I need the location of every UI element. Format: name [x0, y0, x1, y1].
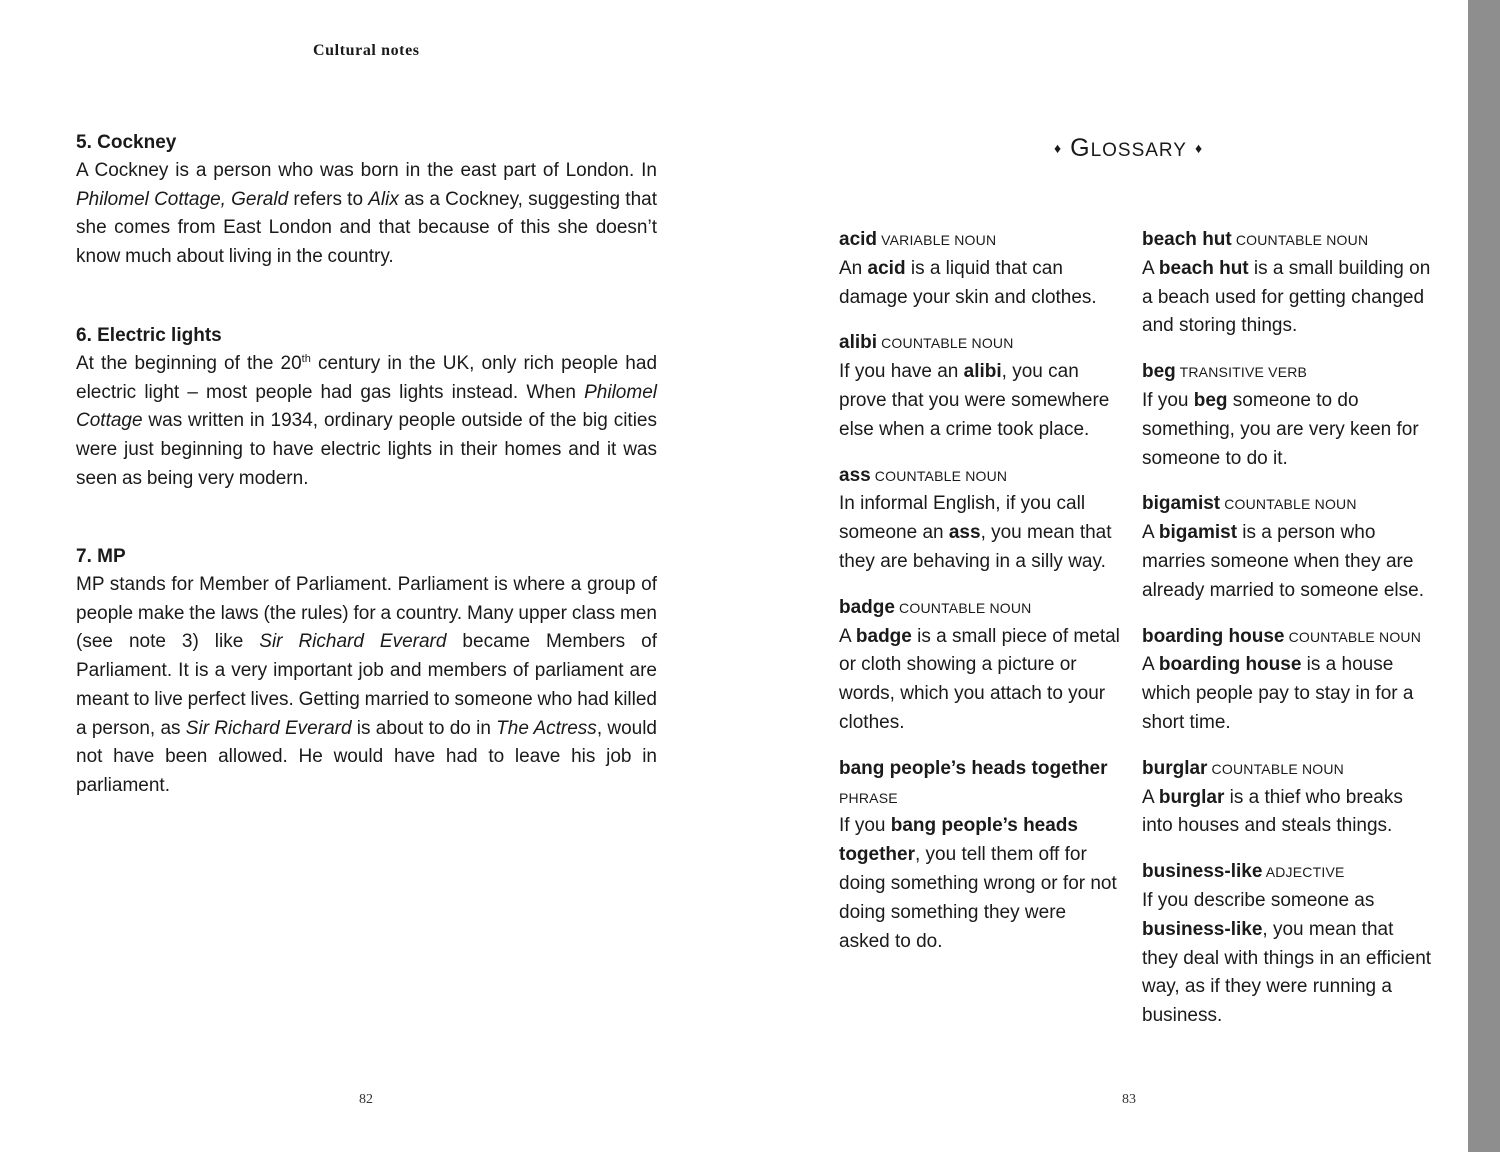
glossary-entry — [839, 462, 1121, 577]
running-head: Cultural notes — [313, 42, 420, 59]
note-heading: 7. MP — [76, 546, 126, 567]
page-number: 83 — [1122, 1092, 1136, 1107]
glossary-definition: If you describe someone as business-like, you mean that they deal with things in an efficient way, as if they were running a business. — [1142, 889, 1432, 1027]
page-edge-shadow — [1468, 0, 1500, 1152]
glossary-definition: In informal English, if you call someone an ass, you mean that they are behaving in a silly way. — [839, 493, 1112, 572]
glossary-definition: A bigamist is a person who marries someone when they are already married to someone else. — [1142, 522, 1424, 601]
glossary-headword: ass — [839, 464, 871, 486]
cultural-note-mp — [76, 542, 657, 801]
glossary-entry — [1142, 490, 1432, 605]
glossary-headword: badge — [839, 596, 895, 618]
glossary-headword: boarding house — [1142, 625, 1285, 647]
glossary-entry — [839, 329, 1121, 444]
glossary-title-text: GLOSSARY — [1070, 134, 1187, 162]
note-body: At the beginning of the 20th century in the UK, only rich people had electric light – most people had gas lights instead. When Philomel Cottage was written in 1934, ordinary people outside of the big cities were just beginning to have electric lights in their homes and it was seen as being very modern. — [76, 353, 658, 489]
diamond-icon: ♦ — [1054, 140, 1063, 156]
glossary-headword: bang people’s heads together — [839, 757, 1108, 779]
part-of-speech: COUNTABLE NOUN — [1220, 496, 1357, 513]
glossary-definition: A beach hut is a small building on a beach used for getting changed and storing things. — [1142, 257, 1431, 337]
glossary-entry — [1142, 358, 1432, 473]
left-page — [0, 0, 740, 1152]
part-of-speech: COUNTABLE NOUN — [894, 599, 1032, 616]
glossary-headword: acid — [839, 229, 878, 250]
part-of-speech: TRANSITIVE VERB — [1175, 364, 1308, 381]
note-body: A Cockney is a person who was born in the east part of London. In Philomel Cottage, Gerald refers to Alix as a Cockney, suggesting that she comes from East London and that because of this she doesn’t know much about living in the country. — [76, 160, 657, 268]
glossary-definition: If you beg someone to do something, you are very keen for someone to do it. — [1142, 389, 1419, 469]
part-of-speech: ADJECTIVE — [1262, 864, 1345, 881]
diamond-icon: ♦ — [1194, 140, 1204, 156]
glossary-entry — [839, 226, 1121, 312]
glossary-entry — [1142, 226, 1432, 341]
glossary-headword: beach hut — [1142, 229, 1232, 250]
page-number: 82 — [359, 1092, 373, 1107]
glossary-entry — [1142, 858, 1432, 1031]
glossary-headword: bigamist — [1142, 493, 1221, 515]
glossary-definition: A badge is a small piece of metal or cloth showing a picture or words, which you attach to your clothes. — [839, 625, 1120, 733]
glossary-entry — [839, 594, 1121, 738]
glossary-headword: alibi — [839, 332, 878, 354]
glossary-entry — [1142, 755, 1432, 841]
note-heading: 5. Cockney — [76, 132, 177, 153]
glossary-definition: A burglar is a thief who breaks into houses and steals things. — [1142, 786, 1403, 837]
note-body: MP stands for Member of Parliament. Parliament is where a group of people make the laws (the rules) for a country. Many upper class men (see note 3) like Sir Richard Everard became Members of Parliament. It is a very important job and members of parliament are meant to live perfect lives. Getting married to someone who had killed a person, as Sir Richard Everard is about to do in The Actress, would not have been allowed. He would have had to leave his job in parliament. — [76, 574, 658, 796]
glossary-definition: An acid is a liquid that can damage your skin and clothes. — [839, 257, 1097, 308]
part-of-speech: COUNTABLE NOUN — [870, 467, 1008, 484]
cultural-note-cockney — [76, 128, 657, 272]
part-of-speech: PHRASE — [839, 789, 898, 806]
glossary-entry — [1142, 623, 1432, 738]
glossary-definition: A boarding house is a house which people pay to stay in for a short time. — [1142, 654, 1414, 733]
part-of-speech: COUNTABLE NOUN — [877, 335, 1014, 352]
glossary-definition: If you have an alibi, you can prove that you were somewhere else when a crime took place. — [839, 361, 1110, 440]
glossary-headword: business-like — [1142, 861, 1263, 883]
glossary-headword: beg — [1142, 361, 1176, 383]
note-heading: 6. Electric lights — [76, 325, 222, 346]
glossary-definition: If you bang people’s heads together, you tell them off for doing something wrong or for not doing something they were asked to do. — [839, 815, 1117, 952]
part-of-speech: COUNTABLE NOUN — [1207, 760, 1344, 777]
glossary-title — [1054, 134, 1203, 163]
part-of-speech: COUNTABLE NOUN — [1231, 232, 1369, 248]
cultural-note-electric-lights — [76, 321, 657, 494]
glossary-entry — [839, 755, 1121, 957]
glossary-column-left — [839, 226, 1121, 973]
glossary-headword: burglar — [1142, 757, 1208, 779]
part-of-speech: VARIABLE NOUN — [877, 232, 997, 248]
part-of-speech: COUNTABLE NOUN — [1284, 628, 1422, 645]
right-page — [740, 0, 1468, 1152]
glossary-column-right — [1142, 226, 1432, 1048]
